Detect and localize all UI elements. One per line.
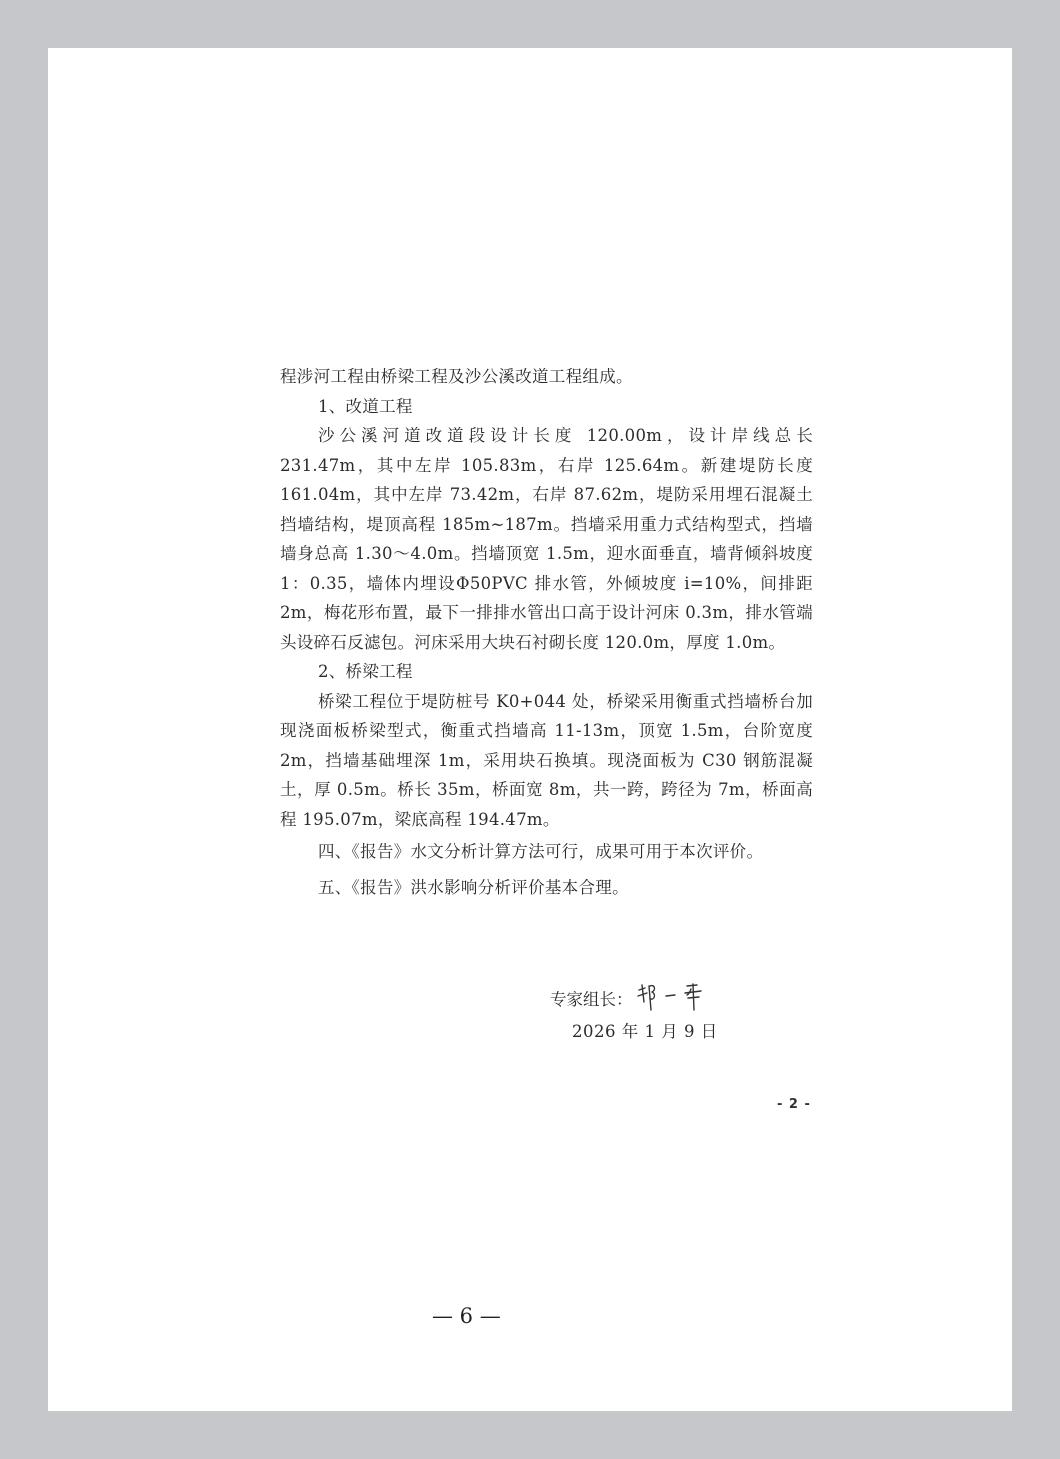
document-page	[48, 48, 1012, 1411]
body-text	[280, 362, 813, 902]
page-content	[280, 48, 813, 1411]
paragraph-bridge: 桥梁工程位于堤防桩号 K0+044 处，桥梁采用衡重式挡墙桥台加现浇面板桥梁型式，衡重式挡墙高 11-13m，顶宽 1.5m，台阶宽度 2m，挡墙基础埋深 1m，采用块石换填。现浇面板为 C30 钢筋混凝土，厚 0.5m。桥长 35m，桥面宽 8m，共一跨，跨径为 7m，桥面高程 195.07m，梁底高程 194.47m。	[280, 691, 813, 829]
paragraph-section-4: 四、《报告》水文分析计算方法可行，成果可用于本次评价。	[317, 842, 764, 861]
inner-page-number: - 2 -	[777, 1097, 811, 1112]
heading-bridge: 2、桥梁工程	[317, 662, 413, 681]
paragraph-section-5: 五、《报告》洪水影响分析评价基本合理。	[317, 877, 629, 897]
outer-page-number: — 6 —	[432, 1304, 501, 1328]
signature-label: 专家组长：	[550, 990, 633, 1009]
signature-date: 2026 年 1 月 9 日	[572, 1022, 718, 1041]
handwritten-signature	[635, 980, 707, 1016]
signature-block	[550, 980, 707, 1016]
paragraph-rerouting: 沙公溪河道改道段设计长度 120.00m，设计岸线总长 231.47m，其中左岸 105.83m，右岸 125.64m。新建堤防长度 161.04m，其中左岸 73.42m，右岸 87.62m，堤防采用埋石混凝土挡墙结构，堤顶高程 185m~187m。挡墙采用重力式结构型式，挡墙墙身总高 1.30～4.0m。挡墙顶宽 1.5m，迎水面垂直，墙背倾斜坡度 1：0.35，墙体内埋设Φ50PVC 排水管，外倾坡度 i=10%，间排距 2m，梅花形布置，最下一排排水管出口高于设计河床 0.3m，排水管端头设碎石反滤包。河床采用大块石衬砌长度 120.0m，厚度 1.0m。	[280, 426, 813, 652]
paragraph-intro: 程涉河工程由桥梁工程及沙公溪改道工程组成。	[280, 367, 633, 386]
heading-rerouting: 1、改道工程	[317, 396, 413, 416]
